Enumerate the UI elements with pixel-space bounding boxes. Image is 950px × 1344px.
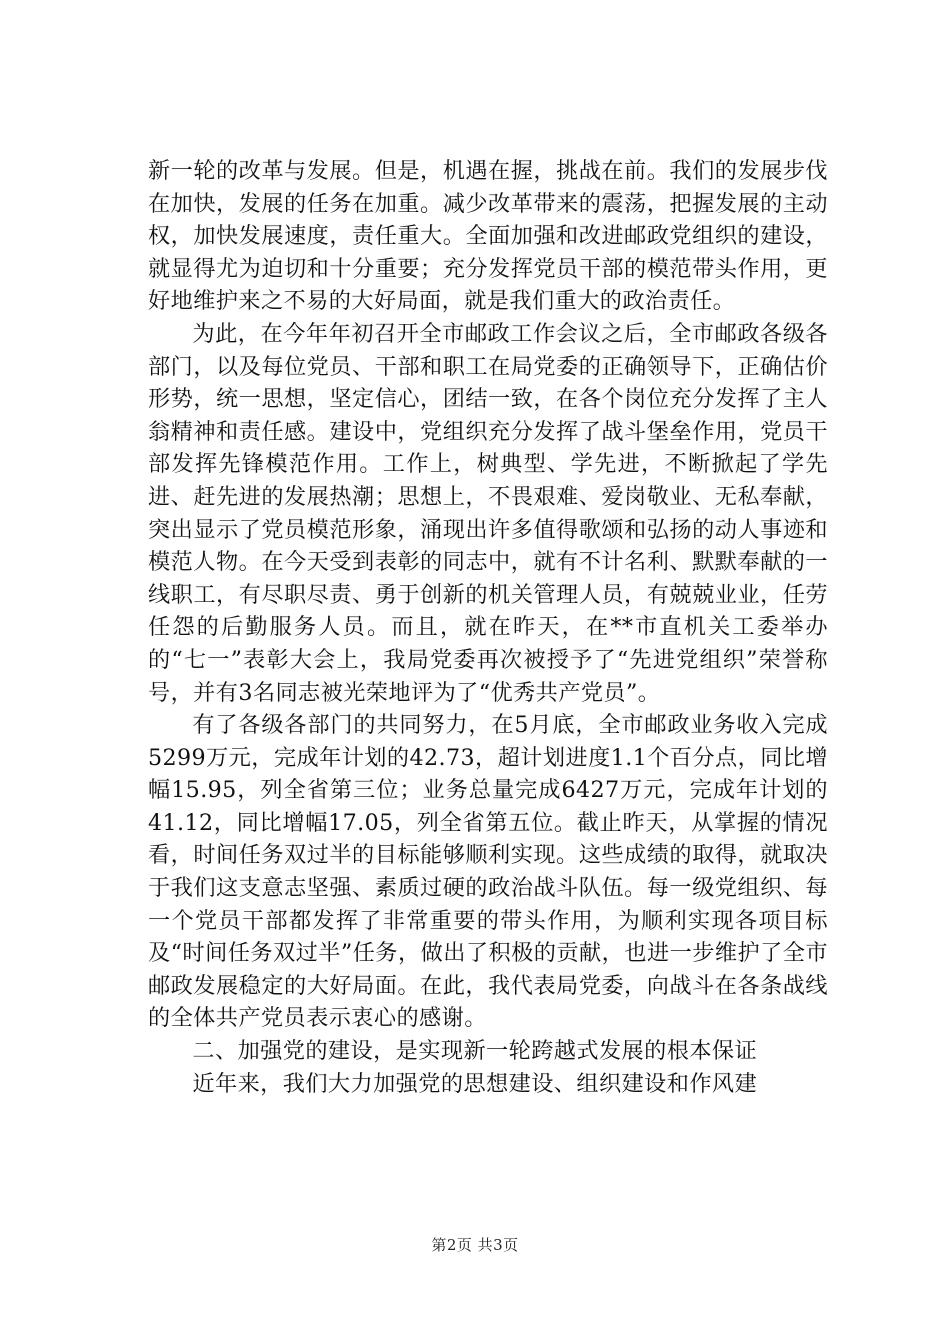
- paragraph-business-results: 有了各级各部门的共同努力，在5月底，全市邮政业务收入完成5299万元，完成年计划的42.73，超计划进度1.1个百分点，同比增幅15.95，列全省第三位；业务总量完成6427万元，完成年计划的41.12，同比增幅17.05，列全省第五位。截止昨天，从掌握的情况看，时间任务双过半的目标能够顺利实现。这些成绩的取得，就取决于我们这支意志坚强、素质过硬的政治战斗队伍。每一级党组织、每一个党员干部都发挥了非常重要的带头作用，为顺利实现各项目标及“时间任务双过半”任务，做出了积极的贡献，也进一步维护了全市邮政发展稳定的大好局面。在此，我代表局党委，向战斗在各条战线的全体共产党员表示衷心的感谢。: [148, 712, 828, 1032]
- document-body: [148, 155, 828, 1100]
- paragraph-continuation: 新一轮的改革与发展。但是，机遇在握，挑战在前。我们的发展步伐在加快，发展的任务在加重。减少改革带来的震荡，把握发展的主动权，加快发展速度，责任重大。全面加强和改进邮政党组织的建设，就显得尤为迫切和十分重要；充分发挥党员干部的模范带头作用，更好地维护来之不易的大好局面，就是我们重大的政治责任。: [148, 158, 828, 315]
- paragraph-truncated: 近年来，我们大力加强党的思想建设、组织建设和作风建: [192, 1070, 758, 1097]
- section-heading: 二、加强党的建设，是实现新一轮跨越式发展的根本保证: [192, 1038, 758, 1065]
- page-number-footer: 第2页 共3页: [431, 1236, 519, 1254]
- paragraph-party-organization: 为此，在今年年初召开全市邮政工作会议之后，全市邮政各级各部门，以及每位党员、干部和职工在局党委的正确领导下，正确估价形势，统一思想，坚定信心，团结一致，在各个岗位充分发挥了主人翁精神和责任感。建设中，党组织充分发挥了战斗堡垒作用，党员干部发挥先锋模范作用。工作上，树典型、学先进，不断掀起了学先进、赶先进的发展热潮；思想上，不畏艰难、爱岗敬业、无私奉献，突出显示了党员模范形象，涌现出许多值得歌颂和弘扬的动人事迹和模范人物。在今天受到表彰的同志中，就有不计名利、默默奉献的一线职工，有尽职尽责、勇于创新的机关管理人员，有兢兢业业，任劳任怨的后勤服务人员。而且，就在昨天，在**市直机关工委举办的“七一”表彰大会上，我局党委再次被授予了“先进党组织”荣誉称号，并有3名同志被光荣地评为了“优秀共产党员”。: [148, 320, 828, 706]
